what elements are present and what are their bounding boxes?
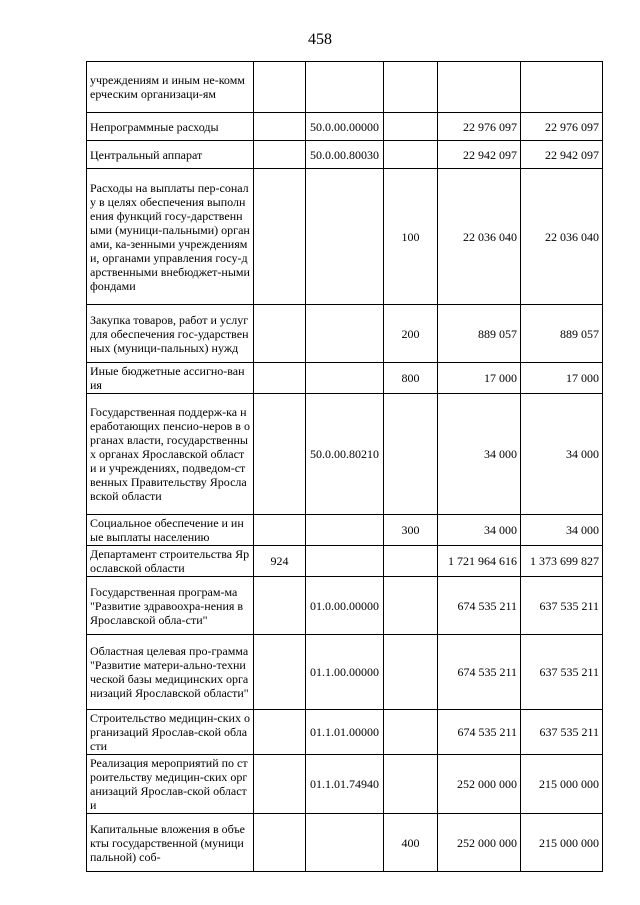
cell-expense-type-code	[384, 710, 438, 755]
table-row	[87, 305, 603, 363]
cell-expense-type-code	[384, 394, 438, 515]
amount-value: 252 000 000	[457, 835, 517, 850]
cell-target-article-code: 50.0.00.80210	[306, 394, 384, 515]
cell-name: Областная целевая про-грамма "Развитие матери-ально-технической базы медицинских организаций Ярославской области"	[87, 635, 254, 710]
cell-expense-type-code: 800	[384, 363, 438, 394]
amount-value: 674 535 211	[457, 725, 517, 739]
page-number: 458	[308, 31, 332, 48]
cell-amount-year-2	[521, 62, 603, 113]
cell-amount-year-1	[438, 305, 521, 363]
cell-amount-year-1	[438, 710, 521, 755]
cell-amount-year-2	[521, 515, 603, 546]
cell-name: Строительство медицин-ских организаций Ярослав-ской области	[87, 710, 254, 755]
amount-value: 674 535 211	[457, 598, 517, 613]
cell-name: учреждениям и иным не-коммерческим организаци-ям	[87, 62, 254, 113]
amount-value: 22 976 097	[463, 119, 517, 134]
cell-amount-year-2	[521, 755, 603, 814]
cell-amount-year-1	[438, 635, 521, 710]
cell-expense-type-code	[384, 141, 438, 169]
cell-target-article-code: 01.1.01.74940	[306, 755, 384, 814]
cell-amount-year-2	[521, 169, 603, 305]
table-row	[87, 515, 603, 546]
cell-name: Государственная програм-ма "Развитие здравоохра-нения в Ярославской обла-сти"	[87, 577, 254, 635]
cell-department-code	[254, 62, 306, 113]
cell-expense-type-code	[384, 635, 438, 710]
amount-value: 22 036 040	[463, 229, 517, 244]
cell-expense-type-code: 200	[384, 305, 438, 363]
cell-amount-year-2	[521, 363, 603, 394]
table-row	[87, 169, 603, 305]
cell-amount-year-1	[438, 394, 521, 515]
cell-amount-year-1	[438, 515, 521, 546]
cell-name: Центральный аппарат	[87, 141, 254, 169]
table-row	[87, 577, 603, 635]
cell-department-code	[254, 635, 306, 710]
cell-target-article-code	[306, 515, 384, 546]
cell-amount-year-2	[521, 305, 603, 363]
cell-amount-year-2	[521, 394, 603, 515]
cell-department-code	[254, 710, 306, 755]
amount-value: 1 721 964 616	[448, 554, 517, 568]
amount-value: 252 000 000	[457, 777, 517, 791]
cell-amount-year-1	[438, 814, 521, 872]
cell-target-article-code	[306, 546, 384, 577]
table-row	[87, 710, 603, 755]
table-row	[87, 635, 603, 710]
cell-amount-year-2	[521, 710, 603, 755]
amount-value: 889 057	[560, 326, 599, 341]
amount-value: 889 057	[478, 326, 517, 341]
table-row	[87, 113, 603, 141]
amount-value: 674 535 211	[457, 665, 517, 679]
cell-amount-year-2	[521, 141, 603, 169]
cell-amount-year-2	[521, 635, 603, 710]
table-row	[87, 814, 603, 872]
cell-expense-type-code: 400	[384, 814, 438, 872]
cell-department-code	[254, 814, 306, 872]
cell-expense-type-code	[384, 62, 438, 113]
amount-value: 22 942 097	[545, 147, 599, 162]
amount-value: 34 000	[484, 447, 517, 461]
cell-target-article-code	[306, 169, 384, 305]
cell-department-code: 924	[254, 546, 306, 577]
cell-amount-year-1	[438, 755, 521, 814]
cell-expense-type-code: 300	[384, 515, 438, 546]
table-row	[87, 546, 603, 577]
table-row	[87, 363, 603, 394]
cell-department-code	[254, 577, 306, 635]
cell-amount-year-1	[438, 169, 521, 305]
cell-target-article-code: 01.1.01.00000	[306, 710, 384, 755]
cell-expense-type-code	[384, 755, 438, 814]
cell-target-article-code	[306, 814, 384, 872]
cell-amount-year-2	[521, 113, 603, 141]
cell-name: Капитальные вложения в объекты государственной (муниципальной) соб-	[87, 814, 254, 872]
cell-department-code	[254, 113, 306, 141]
cell-department-code	[254, 363, 306, 394]
cell-name: Департамент строительства Ярославской области	[87, 546, 254, 577]
amount-value: 215 000 000	[539, 835, 599, 850]
cell-name: Непрограммные расходы	[87, 113, 254, 141]
cell-department-code	[254, 394, 306, 515]
cell-name: Закупка товаров, работ и услуг для обеспечения гос-ударственных (муници-пальных) нужд	[87, 305, 254, 363]
cell-target-article-code	[306, 62, 384, 113]
cell-name: Государственная поддерж-ка неработающих пенсио-неров в органах власти, государственных органах Ярославской области и учреждениях, подведом-ственных Правительству Ярославской области	[87, 394, 254, 515]
cell-department-code	[254, 515, 306, 546]
amount-value: 22 942 097	[463, 147, 517, 162]
cell-target-article-code: 50.0.00.00000	[306, 113, 384, 141]
cell-department-code	[254, 169, 306, 305]
table-row	[87, 394, 603, 515]
amount-value: 1 373 699 827	[530, 554, 599, 568]
cell-target-article-code: 50.0.00.80030	[306, 141, 384, 169]
cell-amount-year-1	[438, 363, 521, 394]
cell-target-article-code	[306, 363, 384, 394]
cell-expense-type-code	[384, 113, 438, 141]
budget-table	[86, 61, 603, 872]
cell-amount-year-1	[438, 546, 521, 577]
amount-value: 34 000	[484, 523, 517, 537]
cell-target-article-code	[306, 305, 384, 363]
cell-expense-type-code	[384, 577, 438, 635]
cell-amount-year-2	[521, 546, 603, 577]
cell-target-article-code: 01.1.00.00000	[306, 635, 384, 710]
table-row	[87, 141, 603, 169]
budget-table-body	[87, 62, 603, 872]
cell-expense-type-code: 100	[384, 169, 438, 305]
cell-amount-year-1	[438, 577, 521, 635]
cell-amount-year-2	[521, 577, 603, 635]
cell-amount-year-1	[438, 113, 521, 141]
cell-amount-year-1	[438, 62, 521, 113]
amount-value: 637 535 211	[539, 665, 599, 679]
cell-expense-type-code	[384, 546, 438, 577]
cell-name: Расходы на выплаты пер-соналу в целях обеспечения выполнения функций госу-дарственными (муници-пальными) органами, ка-зенными учреждениями, органами управления госу-дарственными внебюджет-ными фондами	[87, 169, 254, 305]
cell-name: Иные бюджетные ассигно-вания	[87, 363, 254, 394]
amount-value: 34 000	[566, 447, 599, 461]
cell-target-article-code: 01.0.00.00000	[306, 577, 384, 635]
cell-amount-year-2	[521, 814, 603, 872]
amount-value: 34 000	[566, 523, 599, 537]
amount-value: 637 535 211	[539, 598, 599, 613]
amount-value: 17 000	[484, 371, 517, 385]
cell-amount-year-1	[438, 141, 521, 169]
cell-department-code	[254, 755, 306, 814]
cell-department-code	[254, 305, 306, 363]
table-row	[87, 755, 603, 814]
cell-name: Реализация мероприятий по строительству медицин-ских организаций Ярослав-ской области	[87, 755, 254, 814]
cell-name: Социальное обеспечение и иные выплаты населению	[87, 515, 254, 546]
amount-value: 637 535 211	[539, 725, 599, 739]
table-row	[87, 62, 603, 113]
amount-value: 215 000 000	[539, 777, 599, 791]
amount-value: 22 976 097	[545, 119, 599, 134]
amount-value: 22 036 040	[545, 229, 599, 244]
amount-value: 17 000	[566, 371, 599, 385]
cell-department-code	[254, 141, 306, 169]
